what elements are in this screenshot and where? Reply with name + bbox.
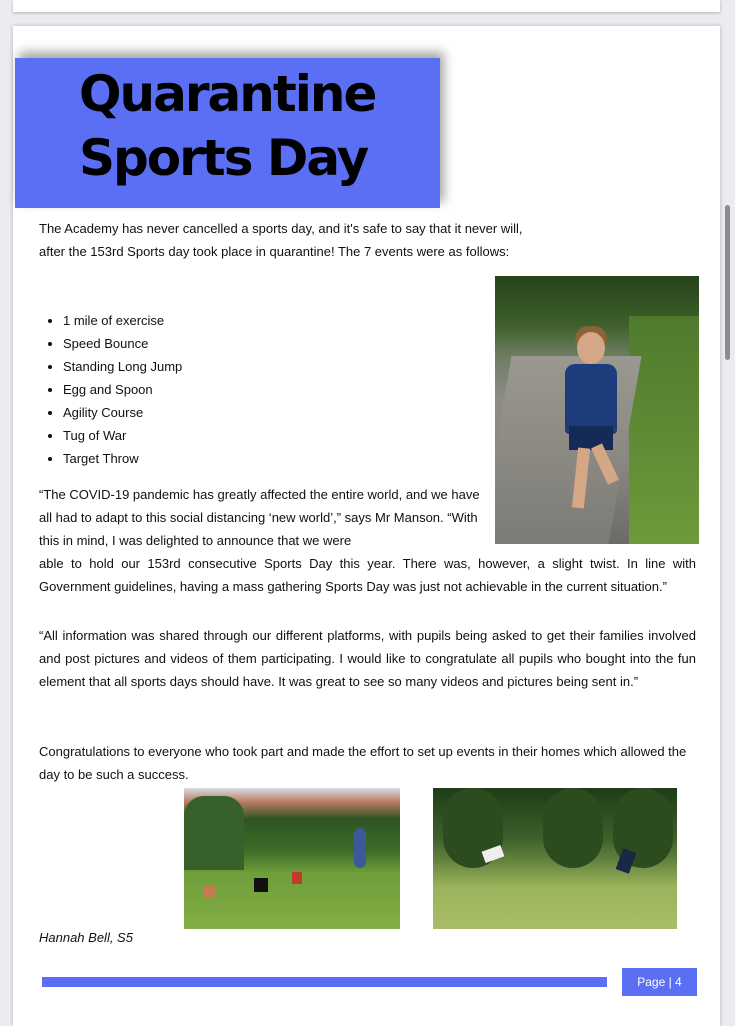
page-number-badge: Page | 4 bbox=[622, 968, 697, 996]
photo-shorts bbox=[569, 426, 613, 450]
congratulations-paragraph: Congratulations to everyone who took part and made the effort to set up events in their homes which allowed the day to be such a success. bbox=[39, 744, 687, 782]
photo-hedge bbox=[184, 796, 244, 870]
quote-paragraph-1: “The COVID-19 pandemic has greatly affected the entire world, and we have all had to adapt to this social distancing ‘new world’,” says Mr Manson. “With this in mind, I was delighted to announce that we were bbox=[39, 487, 480, 548]
list-item: • Tug of War bbox=[63, 424, 182, 447]
list-item: • Agility Course bbox=[63, 401, 182, 424]
previous-page-edge bbox=[13, 0, 720, 12]
quote-paragraph-2: “All information was shared through our different platforms, with pupils being asked to get their families involved and post pictures and videos of them participating. I would like to congratulate all pupils who bought into the fun element that all sports days should have. It was great to see so many videos and pictures being sent in.” bbox=[39, 628, 696, 689]
article-title: Quarantine Sports Day bbox=[79, 65, 376, 187]
photo-bucket bbox=[292, 872, 302, 884]
photo-shirt bbox=[565, 364, 617, 434]
list-item: • Speed Bounce bbox=[63, 332, 182, 355]
footer-bar bbox=[42, 977, 607, 987]
list-item: • Standing Long Jump bbox=[63, 355, 182, 378]
scrollbar-thumb[interactable] bbox=[725, 205, 730, 360]
photo-bucket bbox=[204, 886, 216, 898]
photo-field-activities bbox=[433, 788, 677, 929]
photo-bucket bbox=[254, 878, 268, 892]
newsletter-page bbox=[13, 26, 720, 1026]
list-item: • 1 mile of exercise bbox=[63, 309, 182, 332]
intro-paragraph: The Academy has never cancelled a sports day, and it's safe to say that it never will, after the 153rd Sports day took place in quarantine! The 7 events were as follows: bbox=[39, 221, 523, 259]
author-byline: Hannah Bell, S5 bbox=[39, 930, 133, 945]
list-item: • Target Throw bbox=[63, 447, 182, 470]
photo-tree bbox=[543, 788, 603, 868]
photo-girl-running bbox=[495, 276, 699, 544]
quote-paragraph-1-continued: able to hold our 153rd consecutive Sports Day this year. There was, however, a slight twist. In line with Government guidelines, having a mass gathering Sports Day was just not achievable in the current situation.” bbox=[39, 556, 696, 594]
title-banner bbox=[15, 58, 440, 208]
photo-grass bbox=[629, 316, 699, 544]
photo-child bbox=[354, 828, 366, 868]
photo-head bbox=[577, 332, 605, 364]
list-item: • Egg and Spoon bbox=[63, 378, 182, 401]
photo-garden-target-throw bbox=[184, 788, 400, 929]
events-list bbox=[39, 309, 182, 470]
